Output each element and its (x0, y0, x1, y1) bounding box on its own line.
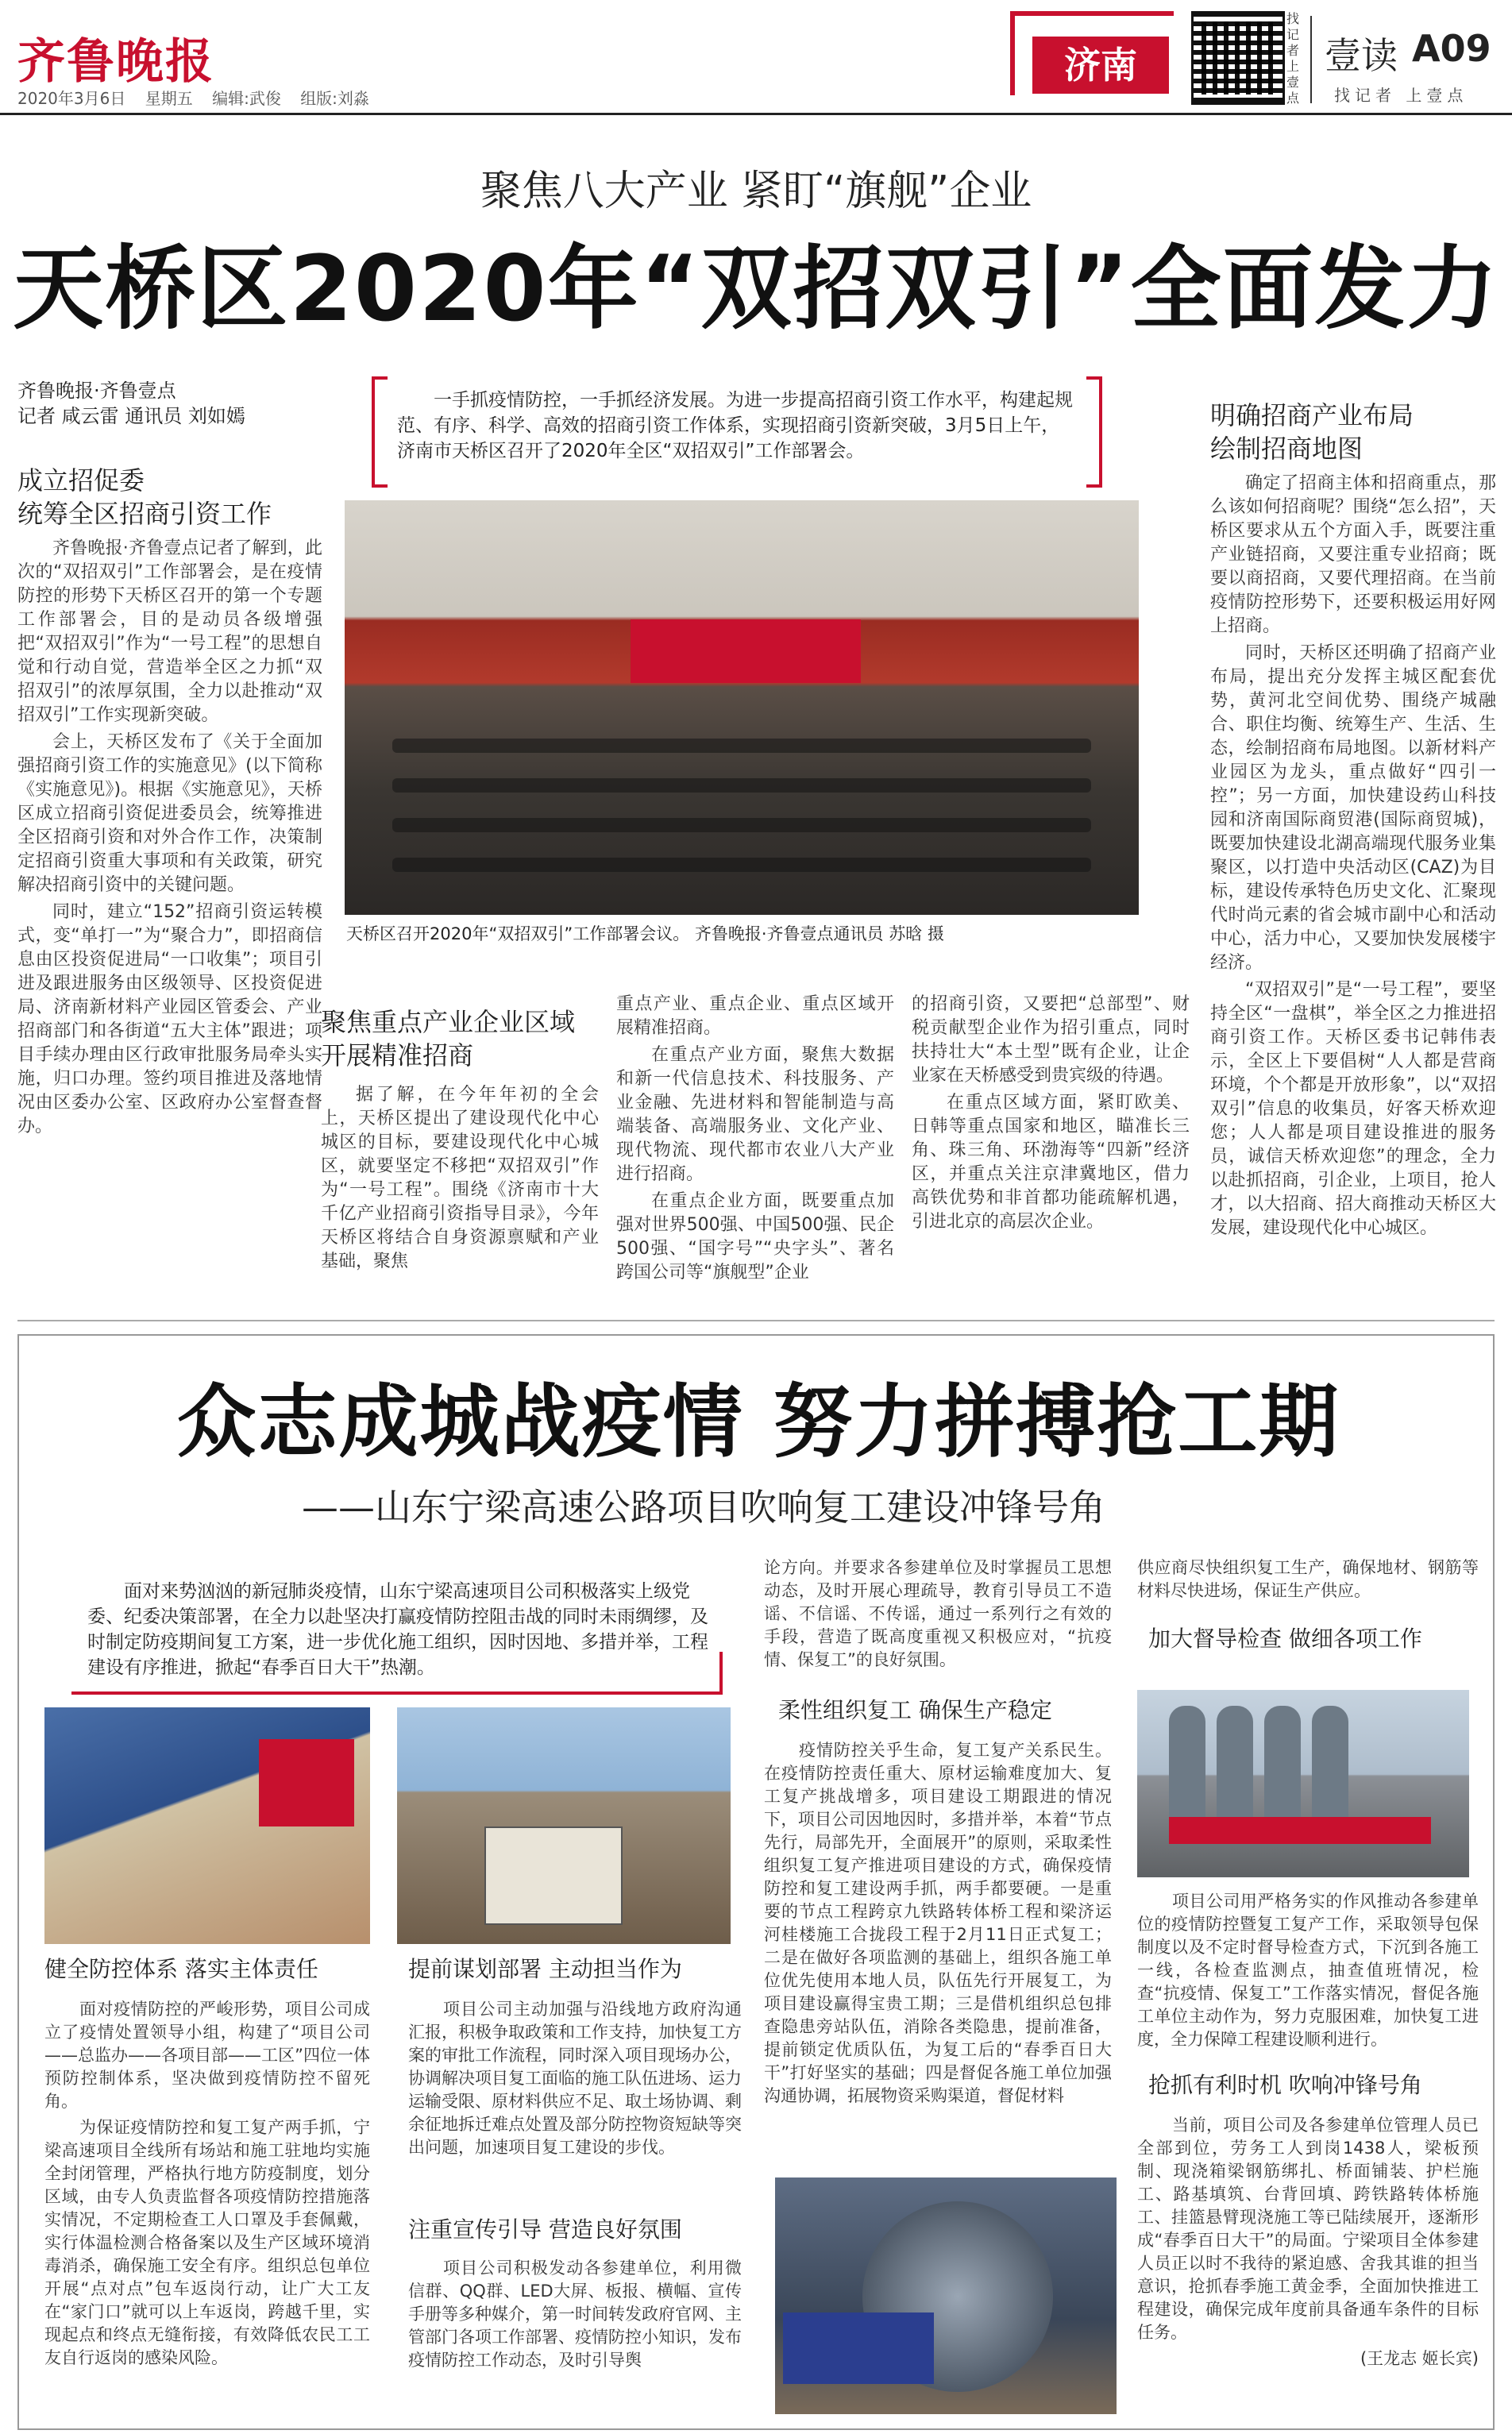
section-a-title: 成立招促委 统筹全区招商引资工作 (17, 465, 272, 529)
paragraph: 齐鲁晚报·齐鲁壹点记者了解到，此次的“双招双引”工作部署会，是在疫情防控的形势下天桥区召开的第一个专题工作部署会，目的是动员各级增强把“双招双引”作为“一号工程”的思想自觉和行动自觉，营造举全区之力抓“双招双引”的浓厚氛围，全力以赴推动“双招双引”工作实现新突破。 (17, 538, 322, 725)
bridge-photo (775, 2177, 1117, 2414)
paragraph: 项目公司用严格务实的作风推动各参建单位的疫情防控暨复工复产工作，采取领导包保制度以及不定时督导检查方式，下沉到各施工一线，各检查监测点，抽查值班情况，检查“抗疫情、保复工”工作落实情况，督促各施工单位主动作为，努力克服困难，加快复工进度，全力保障工程建设顺利进行。 (1137, 1892, 1479, 2049)
section-title: 注重宣传引导 营造良好氛围 (408, 2216, 682, 2243)
story2-col1 (44, 1998, 370, 2373)
paragraph: 为保证疫情防控和复工复产两手抓，宁梁高速项目全线所有场站和施工驻地均实施全封闭管理，严格执行地方防疫制度，划分区域，由专人负责监督各项疫情防控措施落实情况，不定期检查工人口罩及手套佩戴，实行体温检测合格备案以及生产区域环境消毒消杀，确保施工安全有序。组织总包单位开展“点对点”包车返岗行动，让广大工友在“家门口”就可以上车返岗，跨越千里，实现起点和终点无缝衔接，有效降低农民工工友自行返岗的感染风险。 (44, 2118, 370, 2367)
story1-kicker: 聚焦八大产业 紧盯“旗舰”企业 (480, 168, 1032, 215)
story2-col2b (408, 2257, 742, 2375)
qr-code-icon[interactable] (1191, 11, 1285, 105)
qr-caption: 找记者上壹点 (1286, 11, 1300, 106)
section-d-body (912, 993, 1190, 1237)
section-title: 柔性组织复工 确保生产稳定 (778, 1697, 1052, 1723)
photo-silo (1312, 1706, 1348, 1817)
photo-silo (1169, 1706, 1205, 1817)
paragraph: 确定了招商主体和招商重点，那么该如何招商呢？围绕“怎么招”，天桥区要求从五个方面入手，既要注重产业链招商，又要注重专业招商；既要以商招商，又要代理招商。在当前疫情防控形势下，还要积极运用好网上招商。 (1210, 473, 1496, 636)
city-label: 济南 (1032, 37, 1169, 94)
issue-date: 2020年3月6日 (17, 89, 126, 108)
photo-banner (631, 619, 861, 683)
paragraph: 同时，建立“152”招商引资运转模式，变“单打一”为“聚合力”，即招商信息由区投资促进局“一口收集”；项目引进及跟进服务由区级领导、区投资促进局、济南新材料产业园区管委会、产业招商部门和各街道“五大主体”跟进；项目手续办理由区行政审批服务局牵头实施，归口办理。签约项目推进及落地情况由区委办公室、区政府办公室督查督办。 (17, 902, 322, 1136)
paragraph: 项目公司积极发动各参建单位，利用微信群、QQ群、LED大屏、板报、横幅、宣传手册等多种媒介，第一时间转发政府官网、主管部门各项工作部署、疫情防控小知识，发布疫情防控工作动态，及时引导舆 (408, 2258, 742, 2370)
checkpoint-photo (44, 1707, 370, 1944)
paragraph: 在重点产业方面，聚焦大数据和新一代信息技术、科技服务、产业金融、先进材料和智能制造与高端装备、高端服务业、文化产业、现代物流、现代都市农业八大产业进行招商。 (616, 1045, 894, 1184)
paragraph: 论方向。并要求各参建单位及时掌握员工思想动态，及时开展心理疏导，教育引导员工不造谣、不信谣、不传谣，通过一系列行之有效的手段，营造了既高度重视又积极应对，“抗疫情、保复工”的良好氛围。 (764, 1558, 1112, 1669)
paragraph: 据了解，在今年年初的全会上，天桥区提出了建设现代化中心城区的目标，要建设现代化中心城区，就要坚定不移把“双招双引”作为“一号工程”。围绕《济南市十大千亿产业招商引资指导目录》，今年天桥区将结合自身资源禀赋和产业基础，聚焦 (321, 1085, 599, 1271)
story2-headline: 众志成城战疫情 努力拼搏抢工期 (176, 1375, 1340, 1468)
issue-weekday: 星期五 (145, 89, 193, 108)
byline-reporters: 记者 咸云雷 通讯员 刘如嫣 (17, 405, 245, 427)
paragraph: 面对疫情防控的严峻形势，项目公司成立了疫情处置领导小组，构建了“项目公司——总监办——各项目部——工区”四位一体预防控制体系，坚决做到疫情防控不留死角。 (44, 2000, 370, 2111)
photo-silo (1217, 1706, 1253, 1817)
photo-seat-row (392, 739, 1091, 753)
story1-lead: 一手抓疫情防控，一手抓经济发展。为进一步提高招商引资工作水平，构建起规范、有序、科学、高效的招商引资工作体系，实现招商引资新突破，3月5日上午，济南市天桥区召开了2020年全区“双招双引”工作部署会。 (397, 390, 1073, 461)
issue-meta (17, 86, 384, 109)
story2-col4 (1137, 1890, 1479, 2054)
paragraph: 在重点企业方面，既要重点加强对世界500强、中国500强、民企500强、“国字号”“央字头”、著名跨国公司等“旗舰型”企业 (616, 1191, 894, 1283)
photo-seat-row (392, 778, 1091, 793)
paragraph: 在重点区域方面，紧盯欧美、日韩等重点国家和地区，瞄准长三角、珠三角、环渤海等“四新”经济区，并重点关注京津冀地区，借力高铁优势和非首都功能疏解机遇，引进北京的高层次企业。 (912, 1093, 1190, 1232)
section-c-body (616, 993, 894, 1288)
issue-editor: 编辑:武俊 (212, 89, 281, 108)
paragraph: 供应商尽快组织复工生产，确保地材、钢筋等材料尽快进场，保证生产供应。 (1137, 1558, 1479, 1600)
byline-source: 齐鲁晚报·齐鲁壹点 (17, 380, 176, 402)
photo-caption: 天桥区召开2020年“双招双引”工作部署会议。 齐鲁晚报·齐鲁壹点通讯员 苏晗 摄 (346, 924, 944, 943)
story2-lead: 面对来势汹汹的新冠肺炎疫情，山东宁梁高速项目公司积极落实上级党委、纪委决策部署，在全力以赴坚决打赢疫情防控阻击战的同时未雨绸缪，及时制定防疫期间复工方案，进一步优化施工组织，因时因地、多措并举，工程建设有序推进，掀起“春季百日大干”热潮。 (87, 1581, 708, 1678)
meeting-photo (345, 500, 1139, 915)
photo-flag (259, 1739, 354, 1826)
plant-photo (1137, 1690, 1469, 1877)
photo-seat-row (392, 818, 1091, 832)
newspaper-logo: 齐鲁晚报 (17, 34, 214, 90)
lead-bracket-right (1086, 376, 1102, 488)
paragraph: 疫情防控关乎生命，复工复产关系民生。在疫情防控责任重大、原材运输难度加大、复工复产挑战增多，项目建设工期跟进的情况下，项目公司因地因时，多措并举，本着“节点先行，局部先开，全面展开”的原则，采取柔性组织复工复产推进项目建设的方式，确保疫情防控和复工建设两手抓，两手都要硬。一是重要的节点工程跨京九铁路转体桥工程和梁济运河桂楼施工合拢段工程于2月11日正式复工；二是在做好各项监测的基础上，组织各施工单位优先使用本地人员，队伍先行开展复工，为项目建设赢得宝贵工期；三是借机组织总包排查隐患旁站队伍，消除各类隐患，提前准备，提前锁定优质队伍，为复工后的“春季百日大干”打好坚实的基础；四是督促各施工单位加强沟通协调，拓展物资采购渠道，督促材料 (764, 1741, 1112, 2105)
page-number: A09 (1412, 27, 1491, 70)
paragraph: 重点产业、重点企业、重点区域开展精准招商。 (616, 994, 894, 1038)
section-title: 提前谋划部署 主动担当作为 (408, 1956, 682, 1982)
photo-banner (1169, 1817, 1431, 1844)
section-e-title: 明确招商产业布局 绘制招商地图 (1210, 400, 1414, 464)
section-title: 健全防控体系 落实主体责任 (44, 1956, 318, 1982)
editors-tagline: 找记者 上壹点 (1334, 86, 1468, 105)
story2-col4a (1137, 1556, 1479, 1606)
section-title: 抢抓有利时机 吹响冲锋号角 (1148, 2072, 1422, 2098)
paragraph: 会上，天桥区发布了《关于全面加强招商引资工作的实施意见》(以下简称《实施意见》)。根据《实施意见》，天桥区成立招商引资促进委员会，统筹推进全区招商引资和对外合作工作，决策制定招商引资重大事项和有关政策，研究解决招商引资中的关键问题。 (17, 732, 322, 895)
story1-headline: 天桥区2020年“双招双引”全面发力 (13, 236, 1499, 341)
paragraph: 项目公司主动加强与沿线地方政府沟通汇报，积极争取政策和工作支持，加快复工方案的审批工作流程，同时深入项目现场办公，协调解决项目复工面临的施工队伍进场、运力运输受限、原材料供应不足、取土场协调、剩余征地拆迁难点处置及部分防控物资短缺等突出问题，加速项目复工建设的步伐。 (408, 2000, 742, 2157)
lead-underline (71, 1691, 723, 1695)
issue-layout: 组版:刘淼 (300, 89, 369, 108)
paragraph: 同时，天桥区还明确了招商产业布局，提出充分发挥主城区配套优势，黄河北空间优势、围绕产城融合、职住均衡、统筹生产、生活、生态，绘制招商布局地图。以新材料产业园区为龙头，重点做好“四引一控”；另一方面，加快建设药山科技园和济南国际商贸港(国际商贸城)，既要加快建设北湖高端现代服务业集聚区，以打造中央活动区(CAZ)为目标，建设传承特色历史文化、汇聚现代时尚元素的省会城市副中心和活动中心，活力中心，又要加快发展楼宇经济。 (1210, 643, 1496, 973)
masthead-divider (1310, 16, 1312, 103)
section-name: 壹读 (1325, 34, 1398, 77)
story2-col3 (764, 1739, 1112, 2111)
section-b-title: 聚焦重点产业企业区域 开展精准招商 (321, 1007, 576, 1070)
section-b-body (321, 1083, 599, 1277)
section-a-body (17, 537, 322, 1142)
masthead-rule (0, 113, 1512, 115)
story2-authors: (王龙志 姬长宾) (1360, 2349, 1479, 2368)
photo-tag (783, 2312, 934, 2384)
lead-tick (719, 1652, 723, 1695)
site-meeting-photo (397, 1707, 731, 1944)
paragraph: 的招商引资，又要把“总部型”、财税贡献型企业作为招引重点，同时扶持壮大“本土型”既有企业，让企业家在天桥感受到贵宾级的待遇。 (912, 994, 1190, 1086)
story2-subheadline: ——山东宁梁高速公路项目吹响复工建设冲锋号角 (302, 1486, 1105, 1529)
story2-col2 (408, 1998, 742, 2162)
photo-seat-row (392, 858, 1091, 872)
paragraph: 当前，项目公司及各参建单位管理人员已全部到位，劳务工人到岗1438人，梁板预制、现浇箱梁钢筋绑扎、桥面铺装、护栏施工、路基填筑、台背回填、跨铁路转体桥施工、挂篮悬臂现浇施工等已陆续展开，逐渐形成“春季百日大干”的局面。宁梁项目全体参建人员正以时不我待的紧迫感、舍我其谁的担当意识，抢抓春季施工黄金季，全面加快推进工程建设，确保完成年度前具备通车条件的目标任务。 (1137, 2116, 1479, 2342)
story2-col3a (764, 1556, 1112, 1675)
section-e-body (1210, 472, 1496, 1244)
photo-sign (484, 1826, 623, 1925)
lead-bracket-left (372, 376, 388, 488)
story1-byline (17, 378, 245, 429)
section-title: 加大督导检查 做细各项工作 (1148, 1626, 1422, 1652)
story-divider (17, 1320, 1495, 1321)
paragraph: “双招双引”是“一号工程”，要坚持全区“一盘棋”，举全区之力推进招商引资工作。天桥区委书记韩伟表示，全区上下要倡树“人人都是营商环境，个个都是开放形象”，以“双招双引”信息的收集员，好客天桥欢迎您；人人都是项目建设推进的服务员，诚信天桥欢迎您”的理念，全力以赴抓招商，引企业，上项目，抢人才，以大招商、招大商推动天桥区大发展，建设现代化中心城区。 (1210, 980, 1496, 1238)
story2-col4b (1137, 2114, 1479, 2374)
photo-silo (1264, 1706, 1301, 1817)
